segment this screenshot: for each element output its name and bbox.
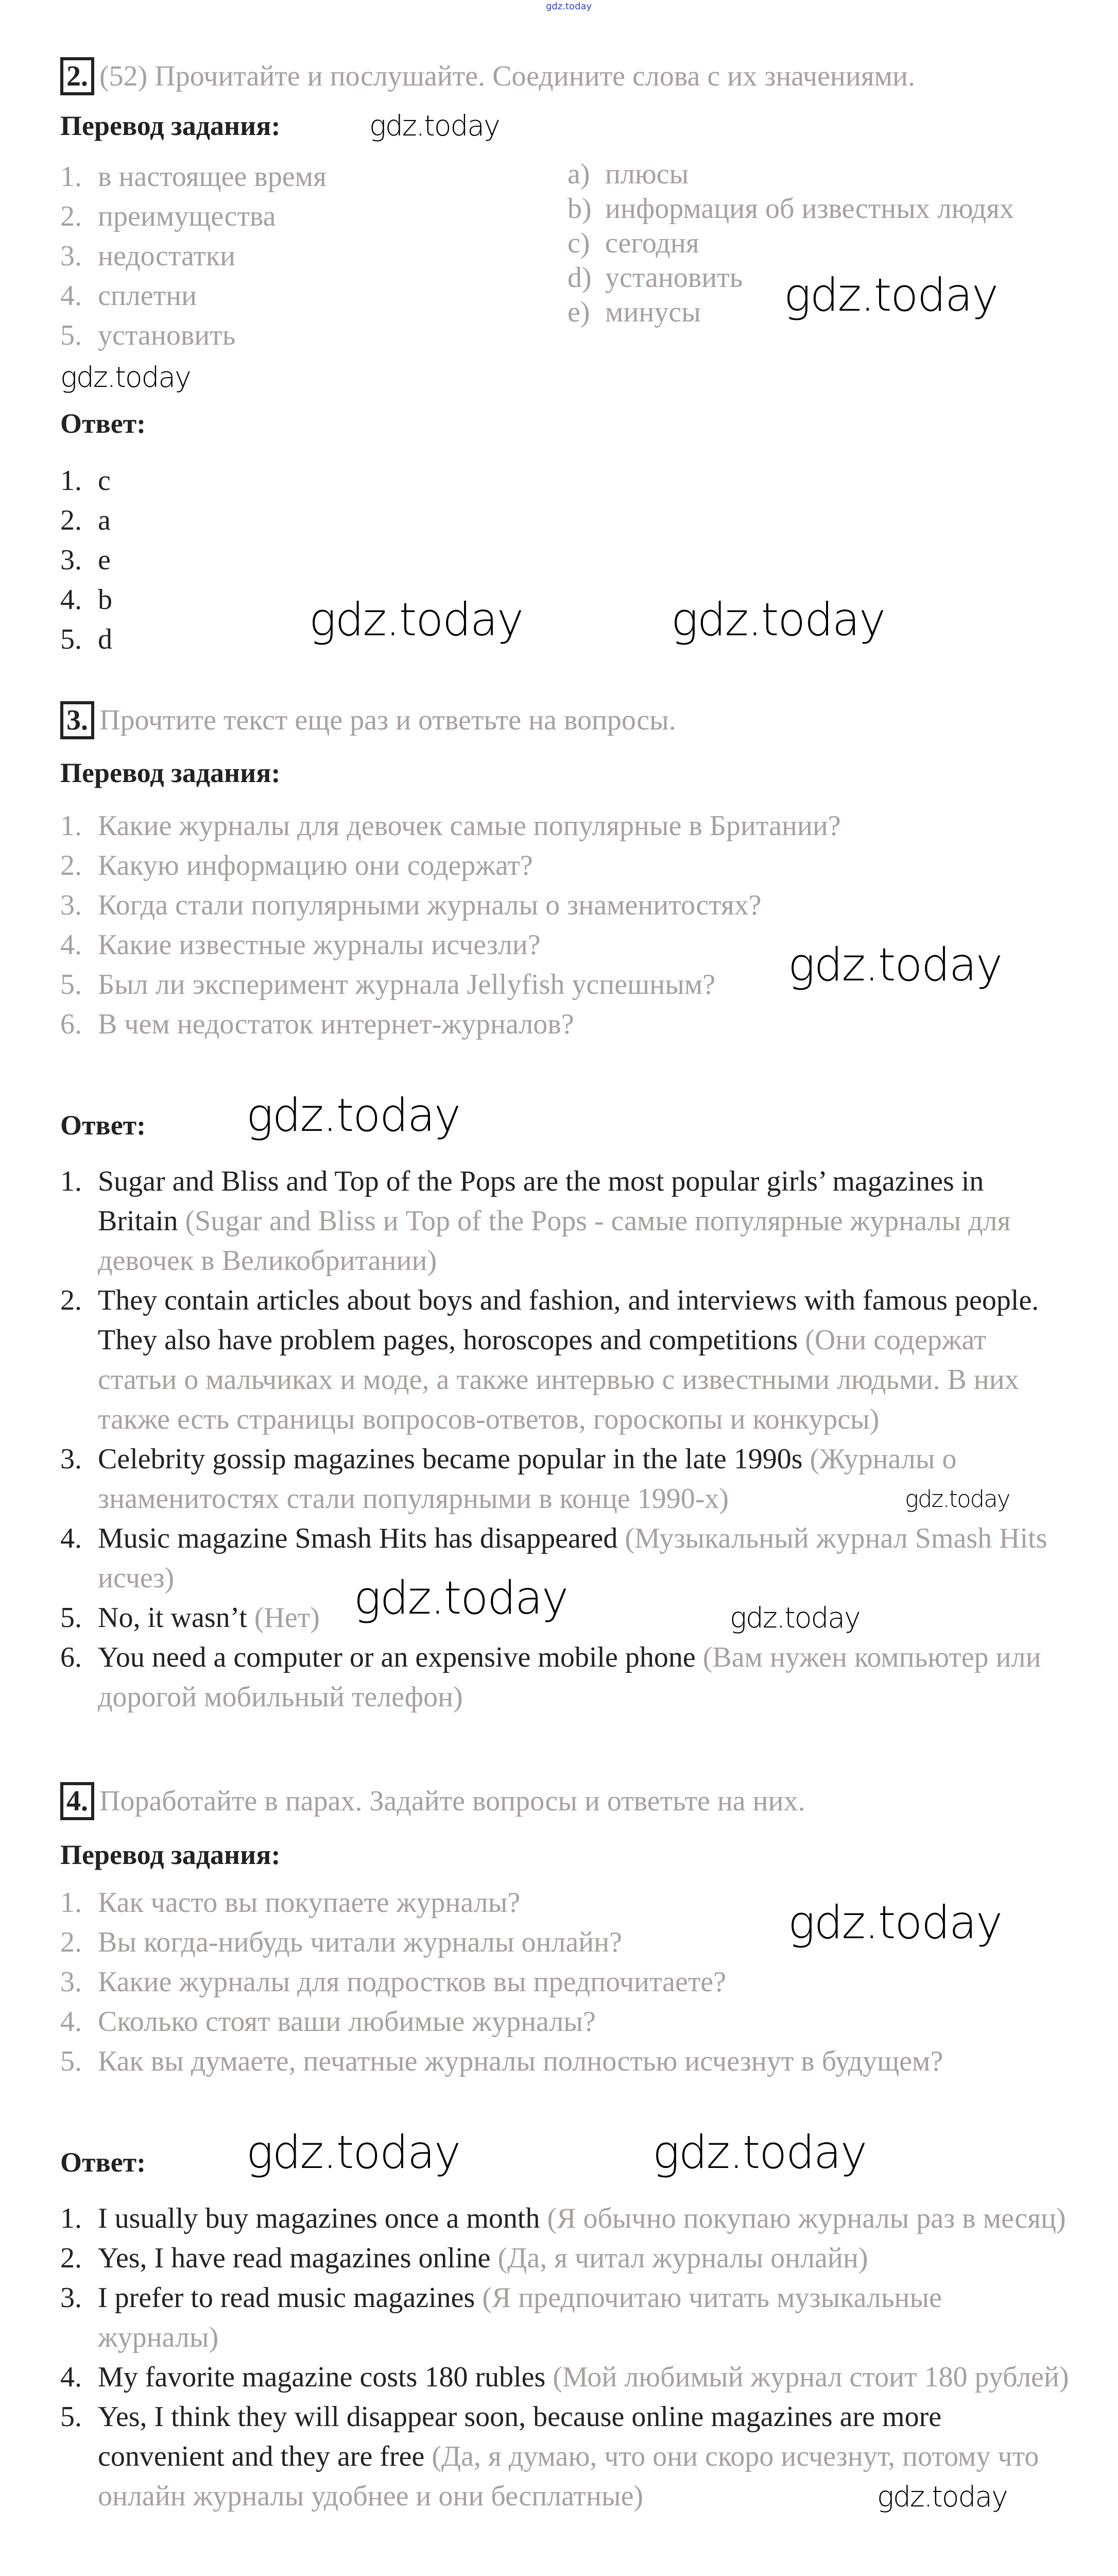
answer-text [98, 1281, 1070, 1439]
task-3-questions [60, 806, 1070, 1044]
answer-item [60, 1571, 1070, 1638]
answer-text [98, 1519, 1070, 1598]
item-text: Какие журналы для подростков вы предпочитаете? [98, 1966, 726, 1998]
item-text: установить [98, 319, 236, 351]
task-number: 3. [60, 701, 94, 739]
list-item [60, 236, 567, 276]
answer-item [60, 620, 1070, 659]
item-number: 2. [60, 850, 82, 882]
answer-item [60, 1638, 1070, 1717]
item-number: 2. [60, 200, 82, 232]
item-number: c) [567, 227, 590, 259]
answer-label-text: Ответ: [60, 1110, 146, 1141]
translation-label [60, 109, 1118, 142]
task-3-header [60, 701, 1118, 740]
answer-text [98, 1638, 1070, 1717]
watermark: gdz.today [877, 2480, 1007, 2513]
item-number: 6. [60, 1008, 82, 1040]
list-item [60, 316, 567, 355]
answer-item [60, 1439, 1070, 1519]
answer-item [60, 2278, 1070, 2358]
list-item [60, 806, 1070, 846]
item-text: недостатки [98, 240, 236, 272]
answer-translation: (Нет) [254, 1602, 320, 1634]
answer-number: 1. [60, 465, 82, 497]
answer-number: 6. [60, 1641, 82, 1673]
answer-text [98, 1162, 1070, 1281]
list-item [567, 157, 1072, 192]
list-item [60, 157, 567, 197]
answer-english: a [98, 504, 111, 536]
answer-number: 1. [60, 1165, 82, 1197]
answer-item [60, 540, 1070, 580]
answer-text [98, 580, 1070, 620]
task-2-right-list [567, 157, 1072, 355]
answer-english: You need a computer or an expensive mobile phone [98, 1641, 696, 1673]
answer-english: They contain articles about boys and fashion, and interviews with famous people. They also have problem pages, horoscopes and competitions [98, 1284, 1039, 1356]
item-text: Какие журналы для девочек самые популярные в Британии? [98, 810, 841, 842]
item-number: 2. [60, 1926, 82, 1958]
answer-label: Ответ: [60, 408, 146, 439]
answer-translation: (Вам нужен компьютер или дорогой мобильный телефон) [98, 1641, 1041, 1713]
site-watermark-top: gdz.today [546, 1, 592, 12]
task-number: 2. [60, 57, 94, 95]
list-item [60, 2002, 1070, 2042]
answer-item [60, 461, 1070, 501]
answer-english: Yes, I think they will disappear soon, because online magazines are more convenient and they are free [98, 2401, 942, 2472]
item-number: 5. [60, 2045, 82, 2077]
answer-english: Yes, I have read magazines online [98, 2242, 491, 2274]
item-text: Какие известные журналы исчезли? [98, 929, 541, 961]
item-number: d) [567, 262, 592, 294]
item-text: преимущества [98, 200, 276, 232]
watermark: gdz.today [671, 593, 885, 646]
list-item [60, 846, 1070, 886]
answer-item [60, 1281, 1070, 1439]
watermark: gdz.today [246, 1089, 460, 1142]
answer-text [98, 2199, 1070, 2239]
answer-number: 5. [60, 2401, 82, 2433]
answer-translation: (Я обычно покупаю журналы раз в месяц) [547, 2202, 1066, 2234]
list-item [60, 197, 567, 236]
answer-english: Music magazine Smash Hits has disappeared [98, 1522, 618, 1554]
answer-number: 3. [60, 1443, 82, 1475]
item-text: Какую информацию они содержат? [98, 850, 533, 882]
list-item [60, 1962, 1070, 2002]
item-number: a) [567, 158, 590, 190]
answer-text [98, 2358, 1070, 2397]
answer-item [60, 2199, 1070, 2239]
answer-translation: (Музыкальный журнал Smash Hits исчез) [98, 1522, 1047, 1594]
answer-item [60, 580, 1070, 620]
answer-number: 1. [60, 2202, 82, 2234]
answer-english: c [98, 465, 111, 497]
item-text: Как часто вы покупаете журналы? [98, 1887, 521, 1919]
watermark: gdz.today [905, 1485, 1010, 1513]
answer-translation: (Мой любимый журнал стоит 180 рублей) [553, 2361, 1069, 2393]
answer-translation: (Sugar and Bliss и Top of the Pops - самые популярные журналы для девочек в Великобритании) [98, 1205, 1011, 1277]
list-item [60, 1005, 1070, 1044]
answer-number: 4. [60, 584, 82, 616]
task-2-left-list [60, 157, 567, 355]
watermark: gdz.today [788, 938, 1002, 991]
answer-english: My favorite magazine costs 180 rubles [98, 2361, 546, 2393]
item-text: В чем недостаток интернет-журналов? [98, 1008, 574, 1040]
item-number: 1. [60, 1887, 82, 1919]
answer-item [60, 2239, 1070, 2278]
item-text: информация об известных людях [605, 193, 1014, 225]
answer-number: 5. [60, 623, 82, 655]
answer-translation: (Да, я думаю, что они скоро исчезнут, потому что онлайн журналы удобнее и они бесплатные) [98, 2441, 1039, 2512]
answer-english: e [98, 544, 111, 576]
answer-number: 5. [60, 1602, 82, 1634]
answer-text [98, 620, 1070, 659]
watermark: gdz.today [369, 109, 500, 142]
list-item [60, 2042, 1070, 2081]
item-number: 4. [60, 2006, 82, 2038]
task-4-questions [60, 1883, 1070, 2081]
watermark: gdz.today [309, 593, 523, 646]
watermark: gdz.today [730, 1601, 860, 1634]
item-text: Сколько стоят ваши любимые журналы? [98, 2006, 596, 2038]
answer-number: 3. [60, 2282, 82, 2314]
item-text: Как вы думаете, печатные журналы полностью исчезнут в будущем? [98, 2045, 943, 2077]
task-title: (52) Прочитайте и послушайте. Соедините слова с их значениями. [99, 60, 916, 92]
watermark: gdz.today [784, 268, 998, 321]
item-text: установить [605, 262, 743, 294]
task-4-header [60, 1782, 1118, 1821]
answer-number: 2. [60, 2242, 82, 2274]
translation-label: Перевод задания: [60, 1839, 281, 1870]
answer-label [60, 2126, 1118, 2179]
answer-english: Celebrity gossip magazines became popular in the late 1990s [98, 1443, 803, 1475]
item-text: Вы когда-нибудь читали журналы онлайн? [98, 1926, 623, 1958]
answer-english: b [98, 584, 112, 616]
list-item [60, 886, 1070, 925]
item-number: 3. [60, 1966, 82, 1998]
translation-label-text: Перевод задания: [60, 110, 281, 141]
answer-number: 2. [60, 1284, 82, 1316]
item-text: сплетни [98, 280, 197, 312]
answer-item [60, 501, 1070, 540]
answer-translation: (Журналы о знаменитостях стали популярными в конце 1990-х) [98, 1443, 957, 1515]
answer-text [98, 2239, 1070, 2278]
answer-number: 2. [60, 504, 82, 536]
task-title: Поработайте в парах. Задайте вопросы и ответьте на них. [99, 1785, 805, 1817]
item-text: минусы [605, 296, 701, 328]
answer-translation: (Да, я читал журналы онлайн) [497, 2242, 868, 2274]
answer-number: 3. [60, 544, 82, 576]
task-2-header [60, 57, 1118, 96]
item-number: 4. [60, 280, 82, 312]
answer-translation: (Они содержат статьи о мальчиках и моде, а также интервью с известными людьми. В них также есть страницы вопросов-ответов, гороскопы и конкурсы) [98, 1324, 1019, 1435]
task-title: Прочтите текст еще раз и ответьте на вопросы. [99, 704, 676, 736]
item-number: 3. [60, 240, 82, 272]
item-number: 5. [60, 319, 82, 351]
translation-label: Перевод задания: [60, 757, 281, 788]
answer-english: I prefer to read music magazines [98, 2282, 475, 2314]
item-number: e) [567, 296, 590, 328]
answer-text [98, 501, 1070, 540]
task-number: 4. [60, 1782, 94, 1820]
answer-english: Sugar and Bliss and Top of the Pops are the most popular girls’ magazines in Britain [98, 1165, 984, 1237]
answer-text [98, 461, 1070, 501]
answer-label-text: Ответ: [60, 2147, 146, 2178]
item-number: 3. [60, 889, 82, 921]
watermark: gdz.today [788, 1896, 1002, 1949]
watermark: gdz.today [246, 2126, 460, 2179]
watermark: gdz.today [652, 2126, 867, 2179]
task-3-answers [60, 1162, 1070, 1717]
answer-english: I usually buy magazines once a month [98, 2202, 540, 2234]
item-text: в настоящее время [98, 161, 326, 193]
answer-item [60, 2358, 1070, 2397]
answer-english: No, it wasn’t [98, 1602, 247, 1634]
task-2-answers [60, 461, 1070, 659]
task-2-columns [60, 157, 1118, 394]
item-number: 1. [60, 161, 82, 193]
item-text: Был ли эксперимент журнала Jellyfish успешным? [98, 969, 716, 1001]
item-number: b) [567, 193, 592, 225]
item-number: 1. [60, 810, 82, 842]
list-item [60, 276, 567, 316]
answer-text [98, 540, 1070, 580]
answer-label [60, 1089, 1118, 1142]
answer-translation: (Я предпочитаю читать музыкальные журналы) [98, 2282, 942, 2353]
answer-number: 4. [60, 2361, 82, 2393]
answer-number: 4. [60, 1522, 82, 1554]
answer-text [98, 1598, 1070, 1638]
watermark: gdz.today [60, 361, 191, 394]
answer-item [60, 2397, 1070, 2516]
item-text: Когда стали популярными журналы о знаменитостях? [98, 889, 762, 921]
answer-item [60, 1162, 1070, 1281]
item-text: плюсы [605, 158, 689, 190]
item-text: сегодня [605, 227, 699, 259]
task-4-answers [60, 2199, 1070, 2516]
item-number: 4. [60, 929, 82, 961]
answer-text [98, 2278, 1070, 2358]
answer-english: d [98, 623, 112, 655]
list-item [567, 226, 1072, 261]
item-number: 5. [60, 969, 82, 1001]
list-item [567, 192, 1072, 226]
watermark: gdz.today [354, 1571, 568, 1624]
